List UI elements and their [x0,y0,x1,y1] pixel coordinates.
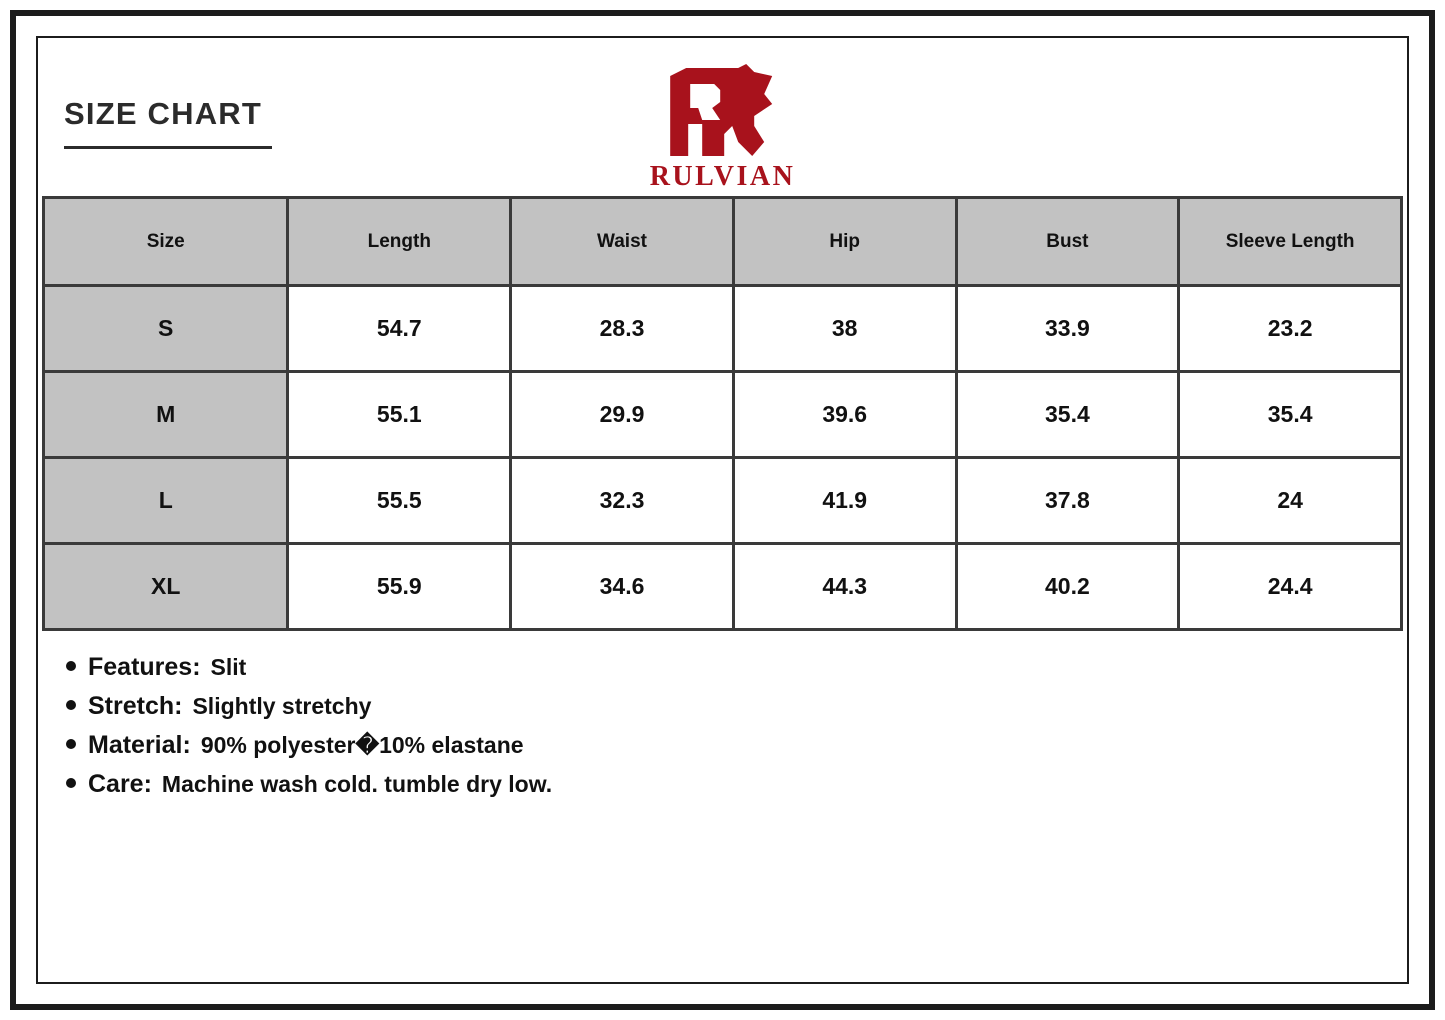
table-header [44,198,1402,286]
bullet-icon [66,778,76,788]
note-value-stretch: Slightly stretchy [192,693,372,719]
table-row [44,286,1402,372]
cell-size: M [44,372,288,458]
rulvian-r-logo-icon [668,64,776,159]
bullet-icon [66,700,76,710]
list-item [66,731,1403,760]
column-header-sleeve-length: Sleeve Length [1179,198,1402,286]
cell-waist: 32.3 [511,458,734,544]
cell-length: 55.5 [288,458,511,544]
cell-length: 55.1 [288,372,511,458]
cell-bust: 40.2 [956,544,1179,630]
table-header-row [44,198,1402,286]
cell-sleeve-length: 35.4 [1179,372,1402,458]
table-row [44,544,1402,630]
cell-sleeve-length: 24.4 [1179,544,1402,630]
table-row [44,458,1402,544]
cell-length: 54.7 [288,286,511,372]
cell-size: XL [44,544,288,630]
cell-sleeve-length: 24 [1179,458,1402,544]
column-header-hip: Hip [733,198,956,286]
column-header-waist: Waist [511,198,734,286]
cell-hip: 44.3 [733,544,956,630]
note-value-material: 90% polyester�10% elastane [200,732,524,758]
list-item [66,653,1403,682]
cell-hip: 38 [733,286,956,372]
note-value-features: Slit [210,654,247,680]
cell-length: 55.9 [288,544,511,630]
cell-bust: 37.8 [956,458,1179,544]
cell-size: L [44,458,288,544]
page-title: SIZE CHART [64,96,262,131]
cell-waist: 34.6 [511,544,734,630]
title-block [64,96,272,149]
note-label-material: Material: [88,731,191,759]
cell-hip: 39.6 [733,372,956,458]
page-header [42,42,1403,192]
size-table [42,196,1403,631]
bullet-icon [66,739,76,749]
cell-waist: 28.3 [511,286,734,372]
page-content [42,42,1403,978]
table-row [44,372,1402,458]
note-value-care: Machine wash cold. tumble dry low. [161,771,553,797]
column-header-bust: Bust [956,198,1179,286]
cell-bust: 35.4 [956,372,1179,458]
brand-block [650,64,796,193]
cell-bust: 33.9 [956,286,1179,372]
table-body [44,286,1402,630]
note-label-care: Care: [88,770,152,798]
note-label-features: Features: [88,653,201,681]
size-table-wrapper [42,196,1403,631]
bullet-icon [66,661,76,671]
note-label-stretch: Stretch: [88,692,183,720]
list-item [66,770,1403,799]
cell-size: S [44,286,288,372]
cell-waist: 29.9 [511,372,734,458]
notes-list [42,653,1403,799]
cell-hip: 41.9 [733,458,956,544]
column-header-length: Length [288,198,511,286]
list-item [66,692,1403,721]
title-underline [64,146,272,149]
cell-sleeve-length: 23.2 [1179,286,1402,372]
column-header-size: Size [44,198,288,286]
brand-name: RULVIAN [649,161,796,192]
